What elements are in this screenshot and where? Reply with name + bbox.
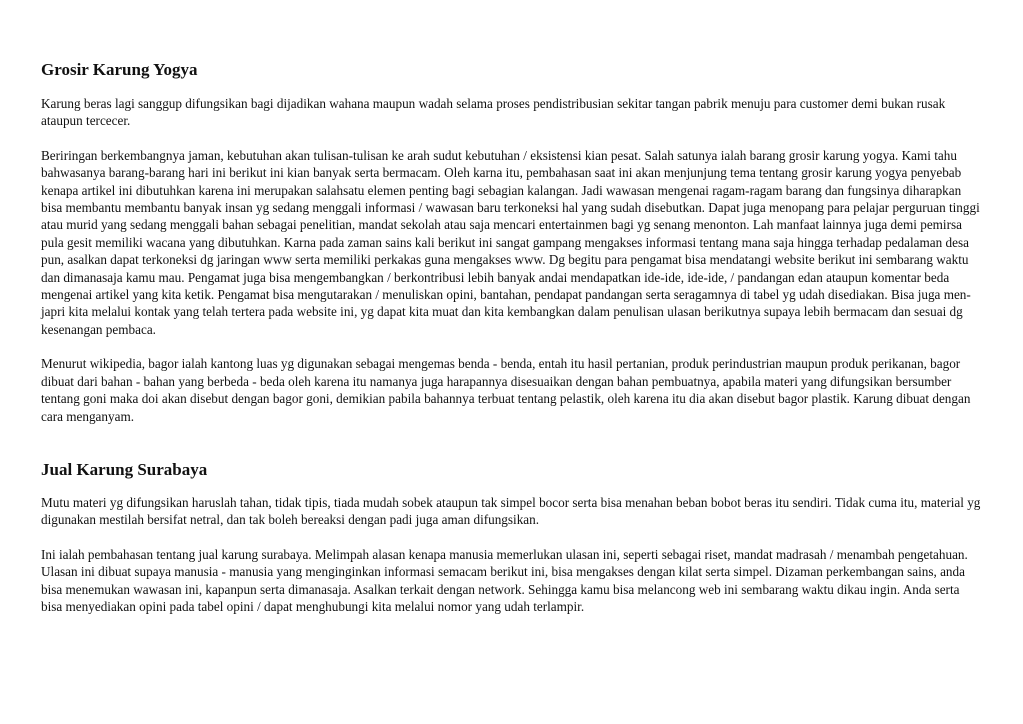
section-jual-karung-surabaya bbox=[41, 459, 983, 615]
paragraph: Menurut wikipedia, bagor ialah kantong luas yg digunakan sebagai mengemas benda - benda, entah itu hasil pertanian, produk perindustrian maupun produk perikanan, bagor dibuat dari bahan - bahan yang berbeda - beda oleh karena itu namanya juga harapannya disesuaikan dengan bahan pembuatnya, apabila materi yang difungsikan bersumber tentang goni maka doi akan disebut dengan bagor goni, demikian pabila bahannya terbuat tentang pelastik, oleh karena itu dia akan disebut bagor plastik. Karung dibuat dengan cara menganyam. bbox=[41, 356, 971, 424]
paragraph: Karung beras lagi sanggup difungsikan bagi dijadikan wahana maupun wadah selama proses pendistribusian sekitar tangan pabrik menuju para customer demi bukan rusak ataupun tercecer. bbox=[41, 96, 946, 129]
section-heading: Jual Karung Surabaya bbox=[41, 459, 208, 479]
paragraph: Beriringan berkembangnya jaman, kebutuhan akan tulisan-tulisan ke arah sudut kebutuhan / eksistensi kian pesat. Salah satunya ialah barang grosir karung yogya. Kami tahu bahwasanya barang-barang hari ini berikut ini kian banyak serta bermacam. Oleh karna itu, pembahasan saat ini akan menjunjung tema tentang grosir karung yogya penyebab kenapa artikel ini dibutuhkan karena ini merupakan salahsatu elemen penting bagi sebagian kalangan. Jadi wawasan mengenai ragam-ragam barang dan fungsinya diharapkan bisa membantu membantu banyak insan yg sedang menggali informasi / wawasan baru terkoneksi hal yang sudah disebutkan. Dapat juga menopang para pelajar perguruan tinggi atau murid yang sedang menggali bahan sebagai penelitian, mandat sekolah atau saja mencari entertainmen bagi yg senang menonton. Lah manfaat lainnya juga demi pemirsa pula gesit memiliki wacana yang dibutuhkan. Karna pada zaman sains kali berikut ini sangat gampang mengakses informasi tentang mana saja hingga terhadap pedalaman desa pun, asalkan dapat terkoneksi dg jaringan www serta memiliki perkakas guna mengakses www. Dg begitu para pengamat bisa mendatangi website berikut ini sembarang waktu dan dimanasaja kamu mau. Pengamat juga bisa mengembangkan / berkontribusi lebih banyak andai mendapatkan ide-ide, ide-ide, / pandangan edan ataupun komentar beda mengenai artikel yang kita ketik. Pengamat bisa mengutarakan / menuliskan opini, bantahan, pendapat pandangan serta seragamnya di tabel yg udah disediakan. Bisa juga men-japri kita melalui kontak yang telah tertera pada website ini, yg dapat kita muat dan kita kembangkan dalam penulisan ulasan berikutnya supaya lebih bermacam dan sesuai dg kesenangan pembaca. bbox=[41, 147, 980, 337]
paragraph: Ini ialah pembahasan tentang jual karung surabaya. Melimpah alasan kenapa manusia memerlukan ulasan ini, seperti sebagai riset, mandat madrasah / menambah pengetahuan. Ulasan ini dibuat supaya manusia - manusia yang menginginkan informasi semacam berikut ini, bisa mengakses dengan kilat serta simpel. Dizaman perkembangan sains, anda bisa menemukan wawasan ini, kapanpun serta dimanasaja. Asalkan terkait dengan network. Sehingga kamu bisa melancong web ini sembarang waktu dikau ingin. Anda serta bisa menyediakan opini pada tabel opini / dapat menghubungi kita melalui nomor yang udah terlampir. bbox=[41, 546, 968, 614]
paragraph: Mutu materi yg difungsikan haruslah tahan, tidak tipis, tiada mudah sobek ataupun tak simpel bocor serta bisa menahan beban bobot beras itu sendiri. Tidak cuma itu, material yg digunakan mestilah bersifat netral, dan tak boleh bereaksi dengan padi juga aman difungsikan. bbox=[41, 494, 981, 528]
section-grosir-karung-yogya bbox=[41, 59, 983, 425]
section-heading: Grosir Karung Yogya bbox=[41, 60, 198, 79]
